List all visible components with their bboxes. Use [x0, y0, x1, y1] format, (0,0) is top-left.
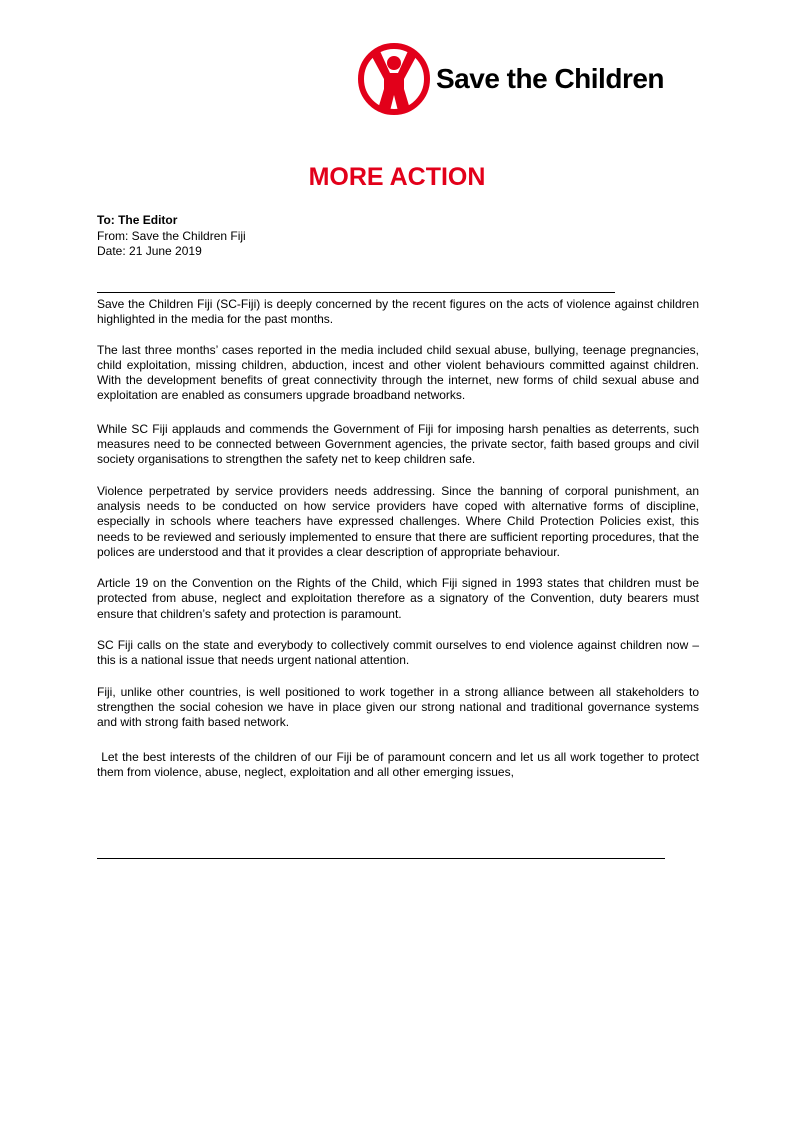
- date-line: Date: 21 June 2019: [97, 244, 202, 258]
- from-line: From: Save the Children Fiji: [97, 228, 246, 243]
- bottom-divider: [97, 858, 665, 859]
- paragraph-4: Violence perpetrated by service providers needs addressing. Since the banning of corporal punishment, an analysis needs to be conducted on how service providers have coped with alternative forms of discipline, especially in schools where teachers have expressed challenges. Where Child Protection Policies exist, this needs to be reviewed and seriously implemented to ensure that there are sufficient reporting procedures, that the polices are understood and that it provides a clear description of appropriate behaviour.: [97, 483, 699, 559]
- logo-text: Save the Children: [436, 63, 665, 94]
- child-emblem-icon: [358, 43, 430, 115]
- to-line: To: The Editor: [97, 213, 178, 227]
- paragraph-2: The last three months’ cases reported in the media included child sexual abuse, bullying, teenage pregnancies, child exploitation, missing children, abduction, incest and other violent behaviours committed against children. With the development benefits of great connectivity through the internet, new forms of child sexual abuse and exploitation are enabled as consumers upgrade broadband networks.: [97, 342, 699, 403]
- letter-header: [97, 213, 246, 260]
- paragraph-8: Let the best interests of the children of our Fiji be of paramount concern and let us all work together to protect them from violence, abuse, neglect, exploitation and all other emerging issues,: [97, 749, 703, 779]
- top-divider: [97, 292, 615, 293]
- paragraph-5: Article 19 on the Convention on the Rights of the Child, which Fiji signed in 1993 states that children must be protected from abuse, neglect and exploitation therefore as a signatory of the Convention, duty bearers must ensure that children’s safety and protection is paramount.: [97, 576, 699, 621]
- paragraph-7: Fiji, unlike other countries, is well positioned to work together in a strong alliance between all stakeholders to strengthen the social cohesion we have in place given our strong national and traditional governance systems and with strong faith based network.: [97, 684, 699, 730]
- page-title: MORE ACTION: [308, 163, 486, 191]
- paragraph-6: SC Fiji calls on the state and everybody to collectively commit ourselves to end violence against children now – this is a national issue that needs urgent national attention.: [97, 638, 699, 668]
- paragraph-1: Save the Children Fiji (SC-Fiji) is deeply concerned by the recent figures on the acts of violence against children highlighted in the media for the past months.: [97, 297, 699, 327]
- save-the-children-logo: [358, 42, 708, 116]
- paragraph-3: While SC Fiji applauds and commends the Government of Fiji for imposing harsh penalties as deterrents, such measures need to be connected between Government agencies, the private sector, faith based groups and civil society organisations to strengthen the safety net to keep children safe.: [97, 421, 699, 467]
- letter-body: [97, 297, 703, 780]
